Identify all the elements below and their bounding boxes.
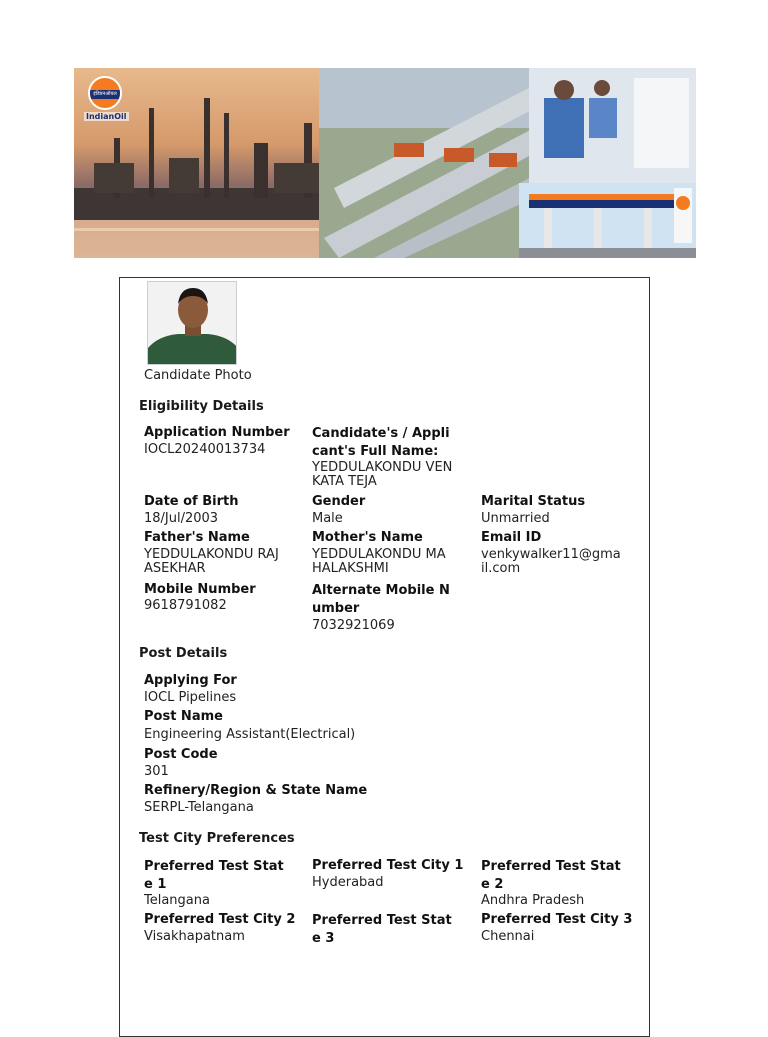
test-state-1-label: Preferred Test State 1 [144, 859, 284, 892]
indianoil-logo: इंडियनऑयल [88, 76, 122, 110]
test-city-3-value: Chennai [481, 929, 535, 944]
email-value: venkywalker11@gmail.com [481, 547, 621, 576]
region-value: SERPL-Telangana [144, 800, 254, 815]
test-city-3-label: Preferred Test City 3 [481, 912, 633, 927]
test-city-1-value: Hyderabad [312, 875, 384, 890]
mother-name-label: Mother's Name [312, 530, 423, 545]
gender-value: Male [312, 511, 343, 526]
logo-wordmark: IndianOil [86, 112, 127, 121]
banner-collage-image [74, 68, 696, 258]
test-state-2-value: Andhra Pradesh [481, 893, 585, 908]
post-name-value: Engineering Assistant(Electrical) [144, 727, 356, 742]
father-name-value: YEDDULAKONDU RAJASEKHAR [144, 547, 279, 576]
marital-status-value: Unmarried [481, 511, 550, 526]
region-label: Refinery/Region & State Name [144, 783, 368, 798]
post-details-heading: Post Details [139, 646, 228, 661]
test-state-1-value: Telangana [144, 893, 210, 908]
candidate-photo [147, 281, 237, 365]
test-city-1-label: Preferred Test City 1 [312, 858, 464, 873]
mobile-number-label: Mobile Number [144, 582, 256, 597]
test-state-2-label: Preferred Test State 2 [481, 859, 621, 892]
post-code-value: 301 [144, 764, 169, 779]
dob-label: Date of Birth [144, 494, 239, 509]
candidate-photo-caption: Candidate Photo [144, 368, 252, 383]
test-city-2-label: Preferred Test City 2 [144, 912, 296, 927]
post-name-label: Post Name [144, 709, 223, 724]
applying-for-value: IOCL Pipelines [144, 690, 237, 705]
applying-for-label: Applying For [144, 673, 237, 688]
test-state-3-label: Preferred Test State 3 [312, 913, 452, 946]
test-city-2-value: Visakhapatnam [144, 929, 245, 944]
full-name-value: YEDDULAKONDU VENKATA TEJA [312, 460, 453, 489]
application-number-value: IOCL20240013734 [144, 442, 266, 457]
email-label: Email ID [481, 530, 542, 545]
mother-name-value: YEDDULAKONDU MAHALAKSHMI [312, 547, 446, 576]
dob-value: 18/Jul/2003 [144, 511, 219, 526]
post-code-label: Post Code [144, 747, 218, 762]
full-name-label: Candidate's / Applicant's Full Name: [312, 426, 450, 459]
marital-status-label: Marital Status [481, 494, 586, 509]
alternate-mobile-value: 7032921069 [312, 618, 395, 633]
application-number-label: Application Number [144, 425, 290, 440]
alternate-mobile-label: Alternate Mobile Number [312, 583, 450, 616]
header-banner [74, 68, 696, 258]
mobile-number-value: 9618791082 [144, 598, 227, 613]
father-name-label: Father's Name [144, 530, 250, 545]
candidate-portrait-image [148, 282, 237, 365]
gender-label: Gender [312, 494, 366, 509]
eligibility-heading: Eligibility Details [139, 399, 264, 414]
test-city-heading: Test City Preferences [139, 831, 295, 846]
